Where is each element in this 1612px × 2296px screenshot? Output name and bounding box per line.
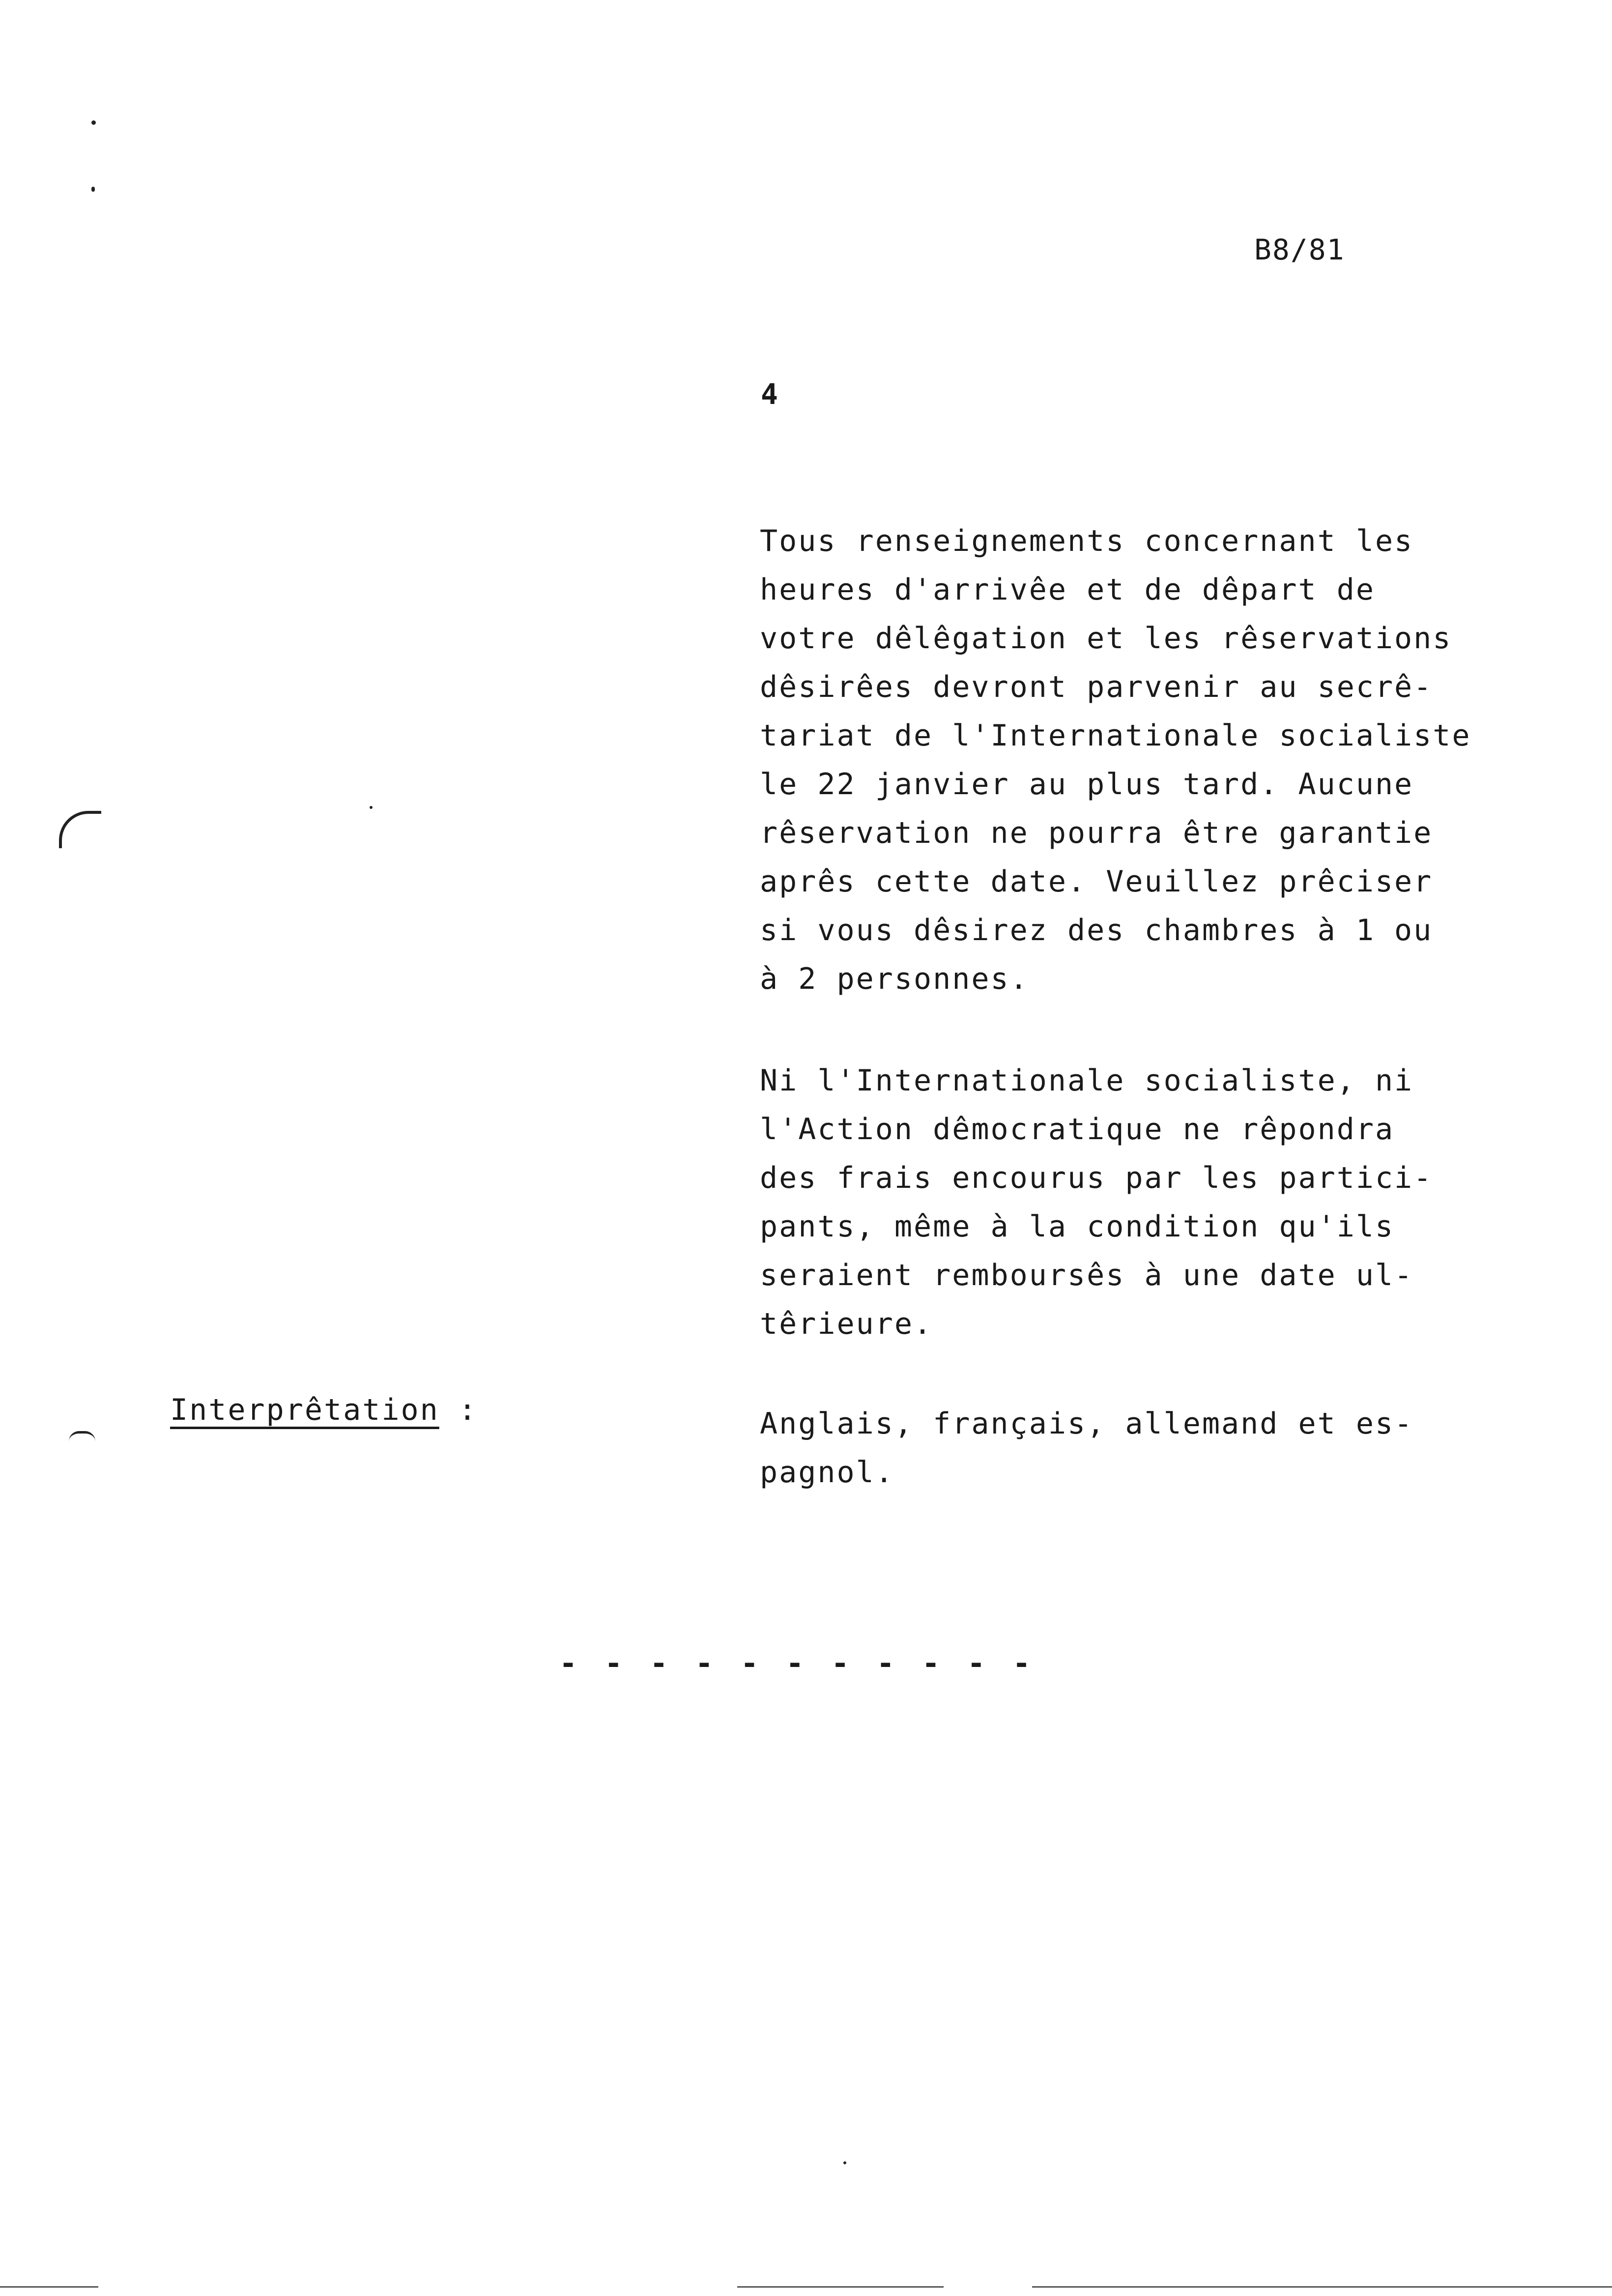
page-number: 4: [761, 377, 778, 411]
interpretation-label-colon: :: [439, 1393, 478, 1427]
scan-speck: [91, 187, 95, 192]
paragraph-expenses: Ni l'Internationale socialiste, ni l'Action dêmocratique ne rêpondra des frais encourus par les partici- pants, même à la condition qu'ils seraient remboursês à une date ul- têrieure.: [760, 1063, 1433, 1341]
end-separator: - - - - - - - - - - -: [559, 1646, 1036, 1681]
interpretation-languages: Anglais, français, allemand et es- pagnol.: [760, 1406, 1414, 1490]
margin-pen-mark: [69, 1431, 95, 1441]
margin-pen-mark: [59, 811, 101, 848]
scan-speck: [843, 2161, 846, 2164]
scan-edge-line: [737, 2286, 944, 2288]
scan-speck: [91, 120, 96, 125]
scan-edge-line: [1032, 2286, 1612, 2288]
interpretation-label-word: Interprêtation: [170, 1393, 439, 1427]
interpretation-label: [170, 1393, 478, 1427]
document-reference: B8/81: [1254, 233, 1345, 266]
paragraph-reservations: Tous renseignements concernant les heures d'arrivêe et de dêpart de votre dêlêgation et les rêservations dêsirêes devront parvenir au secrê- tariat de l'Internationale socialiste le 22 janvier au plus tard. Aucune rêservation ne pourra être garantie aprês cette date. Veuillez prêciser si vous dêsirez des chambres à 1 ou à 2 personnes.: [760, 524, 1471, 996]
scan-speck: [370, 806, 373, 809]
scan-edge-line: [0, 2286, 98, 2288]
